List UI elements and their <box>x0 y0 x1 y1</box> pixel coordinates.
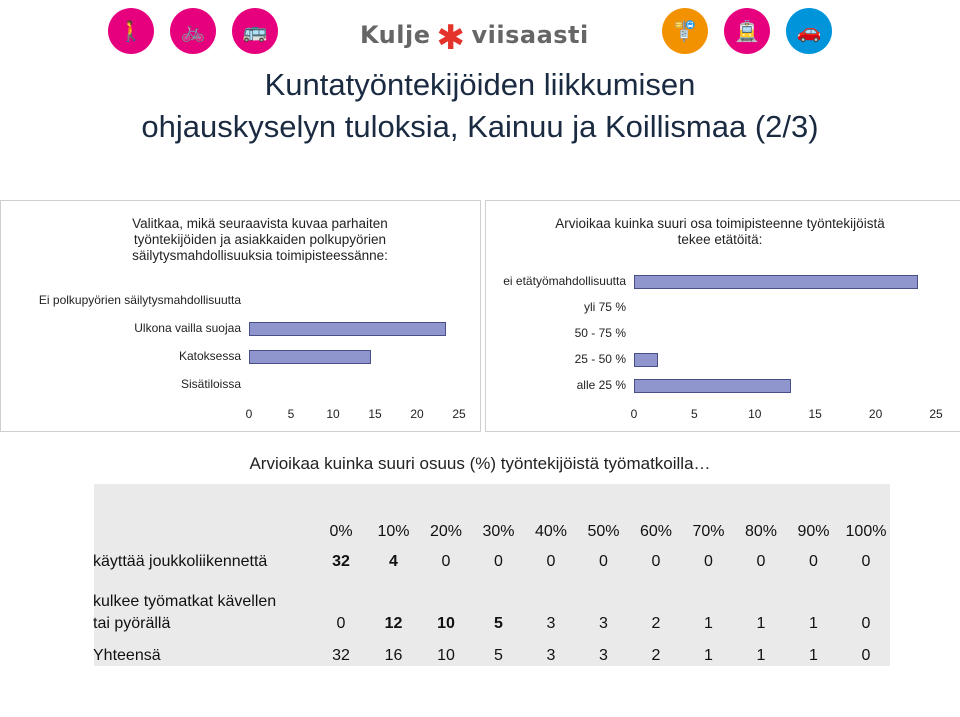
table-cell: 3 <box>546 615 556 632</box>
table-cell: 10 <box>437 615 455 632</box>
table-cell: 32 <box>332 553 350 570</box>
table-row-label: kulkee työmatkat kävellen <box>93 593 277 610</box>
table-column-header: 0% <box>329 523 353 540</box>
star-logo-icon: ✱ <box>436 18 466 58</box>
category-label: 50 - 75 % <box>574 326 626 340</box>
category-label: Sisätiloissa <box>180 377 241 391</box>
x-tick-label: 5 <box>691 407 698 421</box>
x-tick-label: 25 <box>929 407 943 421</box>
table-cell: 16 <box>384 647 403 664</box>
x-tick-label: 5 <box>287 407 295 421</box>
chart-title-line: Arvioikaa kuinka suuri osa toimipisteenne työntekijöistä <box>555 216 885 231</box>
x-tick-label: 15 <box>368 407 382 421</box>
table-cell: 0 <box>494 553 503 570</box>
bar <box>634 379 791 393</box>
table-cell: 1 <box>809 615 818 632</box>
table-cell: 12 <box>384 615 403 632</box>
table-cell: 10 <box>437 647 455 664</box>
bar <box>634 275 918 289</box>
table-cell: 4 <box>389 553 398 570</box>
table-cell: 3 <box>599 615 608 632</box>
category-label: Ei polkupyörien säilytysmahdollisuutta <box>38 293 241 307</box>
table-cell: 2 <box>651 615 661 632</box>
chart-title-line: työntekijöiden ja asiakkaiden polkupyörien <box>133 232 387 247</box>
commute-table-title: Arvioikaa kuinka suuri osuus (%) työntekijöistä työmatkoilla… <box>249 454 711 473</box>
category-label: Katoksessa <box>178 349 241 363</box>
table-cell: 5 <box>494 647 503 664</box>
title-line-1: Kuntatyöntekijöiden liikkumisen <box>264 67 696 102</box>
table-cell: 32 <box>332 647 350 664</box>
x-tick-label: 20 <box>410 407 424 421</box>
table-row-label: tai pyörällä <box>93 615 171 632</box>
category-label: Ulkona vailla suojaa <box>134 321 241 335</box>
car-icon: 🚗 <box>786 8 832 54</box>
table-column-header: 20% <box>429 523 463 540</box>
table-column-header: 80% <box>744 523 778 540</box>
commute-table <box>94 484 890 666</box>
table-cell: 0 <box>599 553 608 570</box>
table-row-label: Yhteensä <box>93 647 161 664</box>
table-cell: 0 <box>546 553 556 570</box>
bicycle-icon: 🚲 <box>170 8 216 54</box>
table-cell: 2 <box>651 647 661 664</box>
bar <box>634 353 658 367</box>
table-column-header: 10% <box>377 523 410 540</box>
table-cell: 0 <box>441 553 451 570</box>
table-cell: 0 <box>651 553 661 570</box>
table-column-header: 60% <box>639 523 673 540</box>
table-cell: 0 <box>756 553 766 570</box>
table-column-header: 70% <box>692 523 725 540</box>
table-column-header: 100% <box>845 523 887 540</box>
chart-title-line: Valitkaa, mikä seuraavista kuvaa parhaiten <box>132 216 388 231</box>
table-cell: 0 <box>861 615 871 632</box>
table-cell: 5 <box>494 615 503 632</box>
bus-stop-icon: 🚏 <box>662 8 708 54</box>
title-line-2: ohjauskyselyn tuloksia, Kainuu ja Koillismaa (2/3) <box>141 109 819 144</box>
category-label: 25 - 50 % <box>574 352 626 366</box>
table-cell: 3 <box>599 647 608 664</box>
x-tick-label: 15 <box>808 407 822 421</box>
table-cell: 3 <box>546 647 556 664</box>
brand-right-text: viisaasti <box>471 21 589 49</box>
table-cell: 0 <box>336 615 346 632</box>
table-cell: 1 <box>809 647 818 664</box>
x-tick-label: 25 <box>452 407 466 421</box>
table-row-label: käyttää joukkoliikennettä <box>93 553 268 570</box>
category-label: ei etätyömahdollisuutta <box>503 274 626 288</box>
table-cell: 0 <box>704 553 713 570</box>
remote-work-chart-title <box>510 216 930 248</box>
x-tick-label: 10 <box>326 407 340 421</box>
x-tick-label: 0 <box>245 407 253 421</box>
bus-icon: 🚌 <box>232 8 278 54</box>
brand-logo <box>360 18 589 58</box>
table-column-header: 90% <box>797 523 830 540</box>
bike-storage-chart-title <box>90 216 430 264</box>
table-column-header: 50% <box>587 523 620 540</box>
x-tick-label: 10 <box>748 407 762 421</box>
category-label: yli 75 % <box>583 300 626 314</box>
table-cell: 0 <box>861 647 871 664</box>
table-cell: 0 <box>809 553 818 570</box>
table-cell: 1 <box>756 647 766 664</box>
x-tick-label: 0 <box>630 407 638 421</box>
chart-title-line: tekee etätöitä: <box>677 232 763 247</box>
table-column-header: 30% <box>482 523 515 540</box>
table-column-header: 40% <box>534 523 568 540</box>
table-cell: 1 <box>756 615 766 632</box>
table-cell: 1 <box>704 647 713 664</box>
category-label: alle 25 % <box>576 378 626 392</box>
chart-title-line: säilytysmahdollisuuksia toimipisteessänne: <box>132 248 388 263</box>
tram-icon: 🚊 <box>724 8 770 54</box>
table-cell: 1 <box>704 615 713 632</box>
table-cell: 0 <box>861 553 871 570</box>
brand-left-text: Kulje <box>360 21 431 49</box>
page-title <box>0 64 960 148</box>
x-tick-label: 20 <box>868 407 883 421</box>
pedestrian-icon: 🚶 <box>108 8 154 54</box>
